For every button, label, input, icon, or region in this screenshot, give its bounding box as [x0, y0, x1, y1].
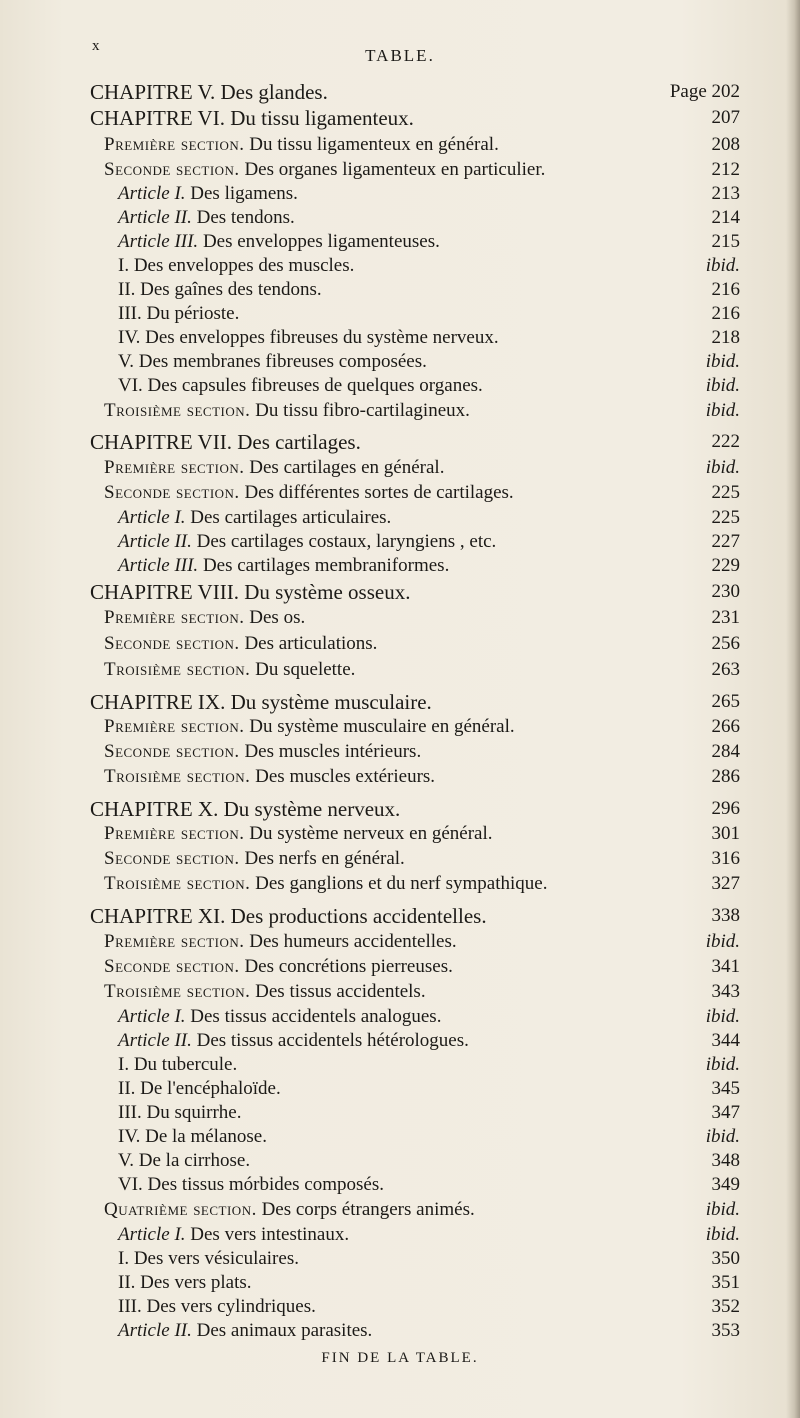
entry-head: Seconde section. — [104, 741, 240, 762]
entry-page — [712, 822, 741, 846]
entry-text: Des cartilages articulaires. — [190, 507, 392, 528]
page-number: ibid. — [705, 1199, 740, 1220]
entry-title — [118, 554, 449, 578]
entry-head: Article II. — [118, 531, 192, 552]
entry-head: CHAPITRE VI. — [90, 106, 225, 130]
running-title: TABLE. — [365, 46, 435, 65]
page-number: 207 — [711, 107, 740, 128]
section-entry — [0, 133, 800, 157]
page-number: 212 — [711, 159, 740, 180]
chapter-entry — [0, 80, 800, 104]
entry-page — [712, 1173, 741, 1197]
section-entry — [0, 872, 800, 896]
entry-text: Du tissu ligamenteux en général. — [249, 134, 499, 155]
entry-head: Quatrième section. — [104, 1199, 257, 1220]
entry-text: Des os. — [249, 607, 306, 628]
article-entry — [0, 506, 800, 530]
entry-page — [712, 955, 741, 979]
entry-text: V. De la cirrhose. — [118, 1150, 251, 1171]
entry-text: Des différentes sortes de cartilages. — [244, 482, 514, 503]
entry-page — [712, 530, 741, 554]
entry-head: CHAPITRE XI. — [90, 904, 226, 928]
entry-page — [712, 690, 741, 714]
page-number: 256 — [711, 633, 740, 654]
entry-title — [90, 106, 414, 130]
page-number: ibid. — [705, 375, 740, 396]
entry-page — [712, 872, 741, 896]
entry-text: VI. Des tissus mórbides composés. — [118, 1174, 384, 1195]
entry-text: I. Des enveloppes des muscles. — [118, 255, 355, 276]
entry-text: Des vers intestinaux. — [190, 1224, 350, 1245]
page-number: 222 — [711, 431, 740, 452]
entry-title — [104, 740, 421, 764]
page-number: ibid. — [705, 457, 740, 478]
page-number: ibid. — [705, 1224, 740, 1245]
item-entry — [0, 1053, 800, 1077]
entry-head: Article I. — [118, 1006, 186, 1027]
entry-text: I. Des vers vésiculaires. — [118, 1248, 299, 1269]
entry-page — [712, 765, 741, 789]
entry-page — [712, 715, 741, 739]
entry-text: Des muscles extérieurs. — [255, 766, 436, 787]
entry-head: Seconde section. — [104, 633, 240, 654]
entry-page — [712, 1295, 741, 1319]
entry-head: Première section. — [104, 823, 245, 844]
item-entry — [0, 326, 800, 350]
entry-head: Seconde section. — [104, 956, 240, 977]
entry-title — [104, 930, 457, 954]
article-entry — [0, 1029, 800, 1053]
entry-page — [712, 302, 741, 326]
entry-head: Article I. — [118, 507, 186, 528]
entry-title — [104, 606, 305, 630]
entry-page — [712, 278, 741, 302]
entry-text: Des cartilages costaux, laryngiens , etc. — [196, 531, 497, 552]
entry-text: IV. Des enveloppes fibreuses du système nerveux. — [118, 327, 499, 348]
page-number: 345 — [711, 1078, 740, 1099]
entry-page — [706, 350, 740, 374]
entry-page — [712, 797, 741, 821]
entry-text: Du système musculaire. — [230, 690, 432, 714]
entry-page — [712, 230, 741, 254]
page-number: 263 — [711, 659, 740, 680]
entry-title — [104, 822, 492, 846]
entry-page — [712, 606, 741, 630]
section-entry — [0, 765, 800, 789]
entry-page — [712, 106, 741, 130]
entry-text: Des glandes. — [220, 80, 328, 104]
entry-head: Article III. — [118, 555, 199, 576]
chapter-entry — [0, 430, 800, 454]
entry-text: Du squelette. — [255, 659, 356, 680]
entry-page — [712, 1149, 741, 1173]
entry-head: Article I. — [118, 183, 186, 204]
article-entry — [0, 554, 800, 578]
chapter-entry — [0, 106, 800, 130]
entry-text: Des humeurs accidentelles. — [249, 931, 457, 952]
article-entry — [0, 206, 800, 230]
item-entry — [0, 374, 800, 398]
page-number: 208 — [711, 134, 740, 155]
entry-page — [712, 632, 741, 656]
page-number: 352 — [711, 1296, 740, 1317]
entry-title — [104, 872, 547, 896]
entry-page — [670, 80, 740, 104]
entry-head: Troisième section. — [104, 981, 251, 1002]
entry-text: Des cartilages en général. — [249, 457, 445, 478]
page-number: 338 — [711, 905, 740, 926]
end-of-table-note: FIN DE LA TABLE. — [321, 1350, 479, 1366]
entry-page — [712, 847, 741, 871]
article-entry — [0, 1223, 800, 1247]
entry-page — [706, 1053, 740, 1077]
entry-text: Des productions accidentelles. — [230, 904, 487, 928]
entry-title — [118, 1271, 252, 1295]
page-number: 229 — [711, 555, 740, 576]
entry-head: Article II. — [118, 1030, 192, 1051]
page-number: 213 — [711, 183, 740, 204]
page-number: 202 — [711, 81, 740, 102]
section-entry — [0, 847, 800, 871]
entry-page — [712, 481, 741, 505]
entry-text: I. Du tubercule. — [118, 1054, 238, 1075]
entry-head: Troisième section. — [104, 400, 251, 421]
chapter-entry — [0, 797, 800, 821]
article-entry — [0, 1319, 800, 1343]
entry-title — [104, 632, 377, 656]
entry-page — [706, 1005, 740, 1029]
entry-text: Des organes ligamenteux en particulier. — [244, 159, 546, 180]
entry-title — [90, 580, 410, 604]
item-entry — [0, 1101, 800, 1125]
entry-title — [90, 430, 361, 454]
article-entry — [0, 230, 800, 254]
entry-head: CHAPITRE IX. — [90, 690, 226, 714]
item-entry — [0, 1247, 800, 1271]
entry-head: Seconde section. — [104, 159, 240, 180]
page-label: Page — [669, 81, 707, 102]
entry-page — [712, 980, 741, 1004]
entry-text: IV. De la mélanose. — [118, 1126, 267, 1147]
page-number: ibid. — [705, 1054, 740, 1075]
page-number: ibid. — [705, 1006, 740, 1027]
entry-page — [712, 580, 741, 604]
entry-page — [712, 158, 741, 182]
entry-head: Première section. — [104, 457, 245, 478]
item-entry — [0, 254, 800, 278]
entry-head: CHAPITRE X. — [90, 797, 219, 821]
entry-text: III. Des vers cylindriques. — [118, 1296, 316, 1317]
entry-text: Des enveloppes ligamenteuses. — [202, 231, 440, 252]
item-entry — [0, 278, 800, 302]
entry-page — [712, 206, 741, 230]
page-header — [0, 38, 800, 68]
page-number: 350 — [711, 1248, 740, 1269]
entry-head: Troisième section. — [104, 873, 251, 894]
page-number: 265 — [711, 691, 740, 712]
entry-head: Seconde section. — [104, 482, 240, 503]
page-number: 230 — [711, 581, 740, 602]
entry-title — [118, 1101, 241, 1125]
page-number: 225 — [711, 482, 740, 503]
entry-title — [118, 1077, 281, 1101]
entry-head: Première section. — [104, 931, 245, 952]
page-number: 286 — [711, 766, 740, 787]
entry-text: Du tissu fibro-cartilagineux. — [255, 400, 470, 421]
entry-page — [706, 930, 740, 954]
entry-title — [118, 1149, 250, 1173]
entry-title — [104, 955, 453, 979]
item-entry — [0, 1149, 800, 1173]
entry-text: Des cartilages. — [237, 430, 361, 454]
entry-text: Du système nerveux en général. — [249, 823, 493, 844]
entry-page — [712, 1077, 741, 1101]
entry-title — [118, 1247, 299, 1271]
page-number: 301 — [711, 823, 740, 844]
entry-title — [118, 1295, 316, 1319]
section-entry — [0, 481, 800, 505]
entry-text: Des muscles intérieurs. — [244, 741, 422, 762]
entry-title — [118, 1053, 237, 1077]
entry-text: III. Du squirrhe. — [118, 1102, 242, 1123]
section-entry — [0, 1198, 800, 1222]
section-entry — [0, 930, 800, 954]
entry-title — [104, 658, 355, 682]
article-entry — [0, 530, 800, 554]
entry-text: Des articulations. — [244, 633, 378, 654]
entry-page — [712, 658, 741, 682]
entry-page — [706, 374, 740, 398]
entry-title — [118, 1223, 349, 1247]
entry-title — [118, 230, 440, 254]
section-entry — [0, 658, 800, 682]
entry-page — [712, 1271, 741, 1295]
entry-head: Troisième section. — [104, 659, 251, 680]
page-number: 225 — [711, 507, 740, 528]
entry-head: CHAPITRE VII. — [90, 430, 232, 454]
entry-title — [118, 302, 239, 326]
page-number: 343 — [711, 981, 740, 1002]
page-number: ibid. — [705, 931, 740, 952]
entry-text: V. Des membranes fibreuses composées. — [118, 351, 427, 372]
entry-head: CHAPITRE VIII. — [90, 580, 239, 604]
page-number: 216 — [711, 279, 740, 300]
section-entry — [0, 606, 800, 630]
entry-text: Des corps étrangers animés. — [261, 1199, 475, 1220]
entry-text: Des ganglions et du nerf sympathique. — [255, 873, 548, 894]
entry-text: II. Des vers plats. — [118, 1272, 252, 1293]
entry-head: Première section. — [104, 134, 245, 155]
entry-text: Du système osseux. — [244, 580, 411, 604]
entry-title — [104, 847, 405, 871]
page-number: 348 — [711, 1150, 740, 1171]
entry-text: III. Du périoste. — [118, 303, 240, 324]
entry-text: VI. Des capsules fibreuses de quelques organes. — [118, 375, 483, 396]
section-entry — [0, 399, 800, 423]
section-entry — [0, 822, 800, 846]
chapter-entry — [0, 904, 800, 928]
page-number: 218 — [711, 327, 740, 348]
item-entry — [0, 1077, 800, 1101]
entry-page — [706, 399, 740, 423]
page-number: 284 — [711, 741, 740, 762]
section-entry — [0, 980, 800, 1004]
entry-page — [706, 254, 740, 278]
entry-page — [712, 1247, 741, 1271]
entry-text: II. De l'encéphaloïde. — [118, 1078, 281, 1099]
section-entry — [0, 955, 800, 979]
item-entry — [0, 302, 800, 326]
section-entry — [0, 740, 800, 764]
page-number: 341 — [711, 956, 740, 977]
page-number: 216 — [711, 303, 740, 324]
entry-head: Troisième section. — [104, 766, 251, 787]
entry-title — [90, 797, 400, 821]
entry-text: Du tissu ligamenteux. — [230, 106, 414, 130]
entry-title — [118, 254, 354, 278]
entry-head: Article II. — [118, 207, 192, 228]
entry-page — [712, 740, 741, 764]
entry-page — [706, 1125, 740, 1149]
page-number: 266 — [711, 716, 740, 737]
chapter-entry — [0, 690, 800, 714]
entry-text: II. Des gaînes des tendons. — [118, 279, 322, 300]
entry-page — [712, 904, 741, 928]
entry-title — [104, 399, 470, 423]
entry-text: Des ligamens. — [190, 183, 298, 204]
entry-title — [90, 904, 487, 928]
page-number: ibid. — [705, 351, 740, 372]
entry-title — [104, 765, 435, 789]
entry-text: Des tissus accidentels. — [255, 981, 426, 1002]
entry-head: Article I. — [118, 1224, 186, 1245]
entry-title — [118, 530, 496, 554]
entry-text: Des animaux parasites. — [196, 1320, 373, 1341]
page-number: 231 — [711, 607, 740, 628]
entry-title — [118, 374, 483, 398]
entry-page — [712, 133, 741, 157]
entry-page — [712, 326, 741, 350]
entry-title — [90, 690, 432, 714]
entry-title — [104, 456, 444, 480]
page-number: 349 — [711, 1174, 740, 1195]
entry-title — [104, 133, 499, 157]
page-number: 215 — [711, 231, 740, 252]
entry-title — [118, 1029, 469, 1053]
entry-page — [712, 554, 741, 578]
entry-text: Des nerfs en général. — [244, 848, 405, 869]
entry-title — [118, 326, 499, 350]
page-number: 344 — [711, 1030, 740, 1051]
entry-title — [104, 481, 514, 505]
entry-page — [706, 1223, 740, 1247]
item-entry — [0, 1125, 800, 1149]
article-entry — [0, 182, 800, 206]
page-number: 347 — [711, 1102, 740, 1123]
section-entry — [0, 158, 800, 182]
entry-text: Des tissus accidentels hétérologues. — [196, 1030, 469, 1051]
entry-page — [712, 1319, 741, 1343]
entry-page — [712, 506, 741, 530]
page-number: ibid. — [705, 255, 740, 276]
page-number: 353 — [711, 1320, 740, 1341]
entry-text: Des concrétions pierreuses. — [244, 956, 453, 977]
entry-head: Première section. — [104, 607, 245, 628]
section-entry — [0, 632, 800, 656]
entry-page — [712, 1101, 741, 1125]
entry-title — [118, 182, 298, 206]
entry-head: Seconde section. — [104, 848, 240, 869]
chapter-entry — [0, 580, 800, 604]
entry-title — [118, 1173, 384, 1197]
entry-title — [104, 158, 545, 182]
entry-title — [104, 715, 515, 739]
section-entry — [0, 715, 800, 739]
item-entry — [0, 1173, 800, 1197]
item-entry — [0, 1295, 800, 1319]
entry-head: Article II. — [118, 1320, 192, 1341]
entry-title — [118, 278, 322, 302]
entry-page — [712, 182, 741, 206]
entry-title — [118, 1005, 441, 1029]
entry-text: Des cartilages membraniformes. — [202, 555, 450, 576]
entry-head: CHAPITRE V. — [90, 80, 216, 104]
entry-title — [118, 1125, 267, 1149]
page-number: 351 — [711, 1272, 740, 1293]
entry-title — [118, 206, 295, 230]
entry-text: Des tendons. — [196, 207, 295, 228]
page-number: 296 — [711, 798, 740, 819]
entry-page — [712, 430, 741, 454]
entry-text: Du système musculaire en général. — [249, 716, 515, 737]
folio-number: x — [92, 38, 100, 54]
article-entry — [0, 1005, 800, 1029]
entry-head: Première section. — [104, 716, 245, 737]
entry-title — [90, 80, 328, 104]
page-number: ibid. — [705, 400, 740, 421]
page-number: 227 — [711, 531, 740, 552]
page-number: 316 — [711, 848, 740, 869]
entry-page — [706, 456, 740, 480]
item-entry — [0, 1271, 800, 1295]
page-number: 327 — [711, 873, 740, 894]
entry-text: Du système nerveux. — [223, 797, 401, 821]
page-number: 214 — [711, 207, 740, 228]
entry-head: Article III. — [118, 231, 199, 252]
section-entry — [0, 456, 800, 480]
entry-title — [118, 506, 391, 530]
item-entry — [0, 350, 800, 374]
entry-page — [706, 1198, 740, 1222]
entry-text: Des tissus accidentels analogues. — [190, 1006, 442, 1027]
page-number: ibid. — [705, 1126, 740, 1147]
entry-title — [118, 350, 427, 374]
entry-page — [712, 1029, 741, 1053]
entry-title — [104, 980, 426, 1004]
entry-title — [104, 1198, 475, 1222]
entry-title — [118, 1319, 372, 1343]
